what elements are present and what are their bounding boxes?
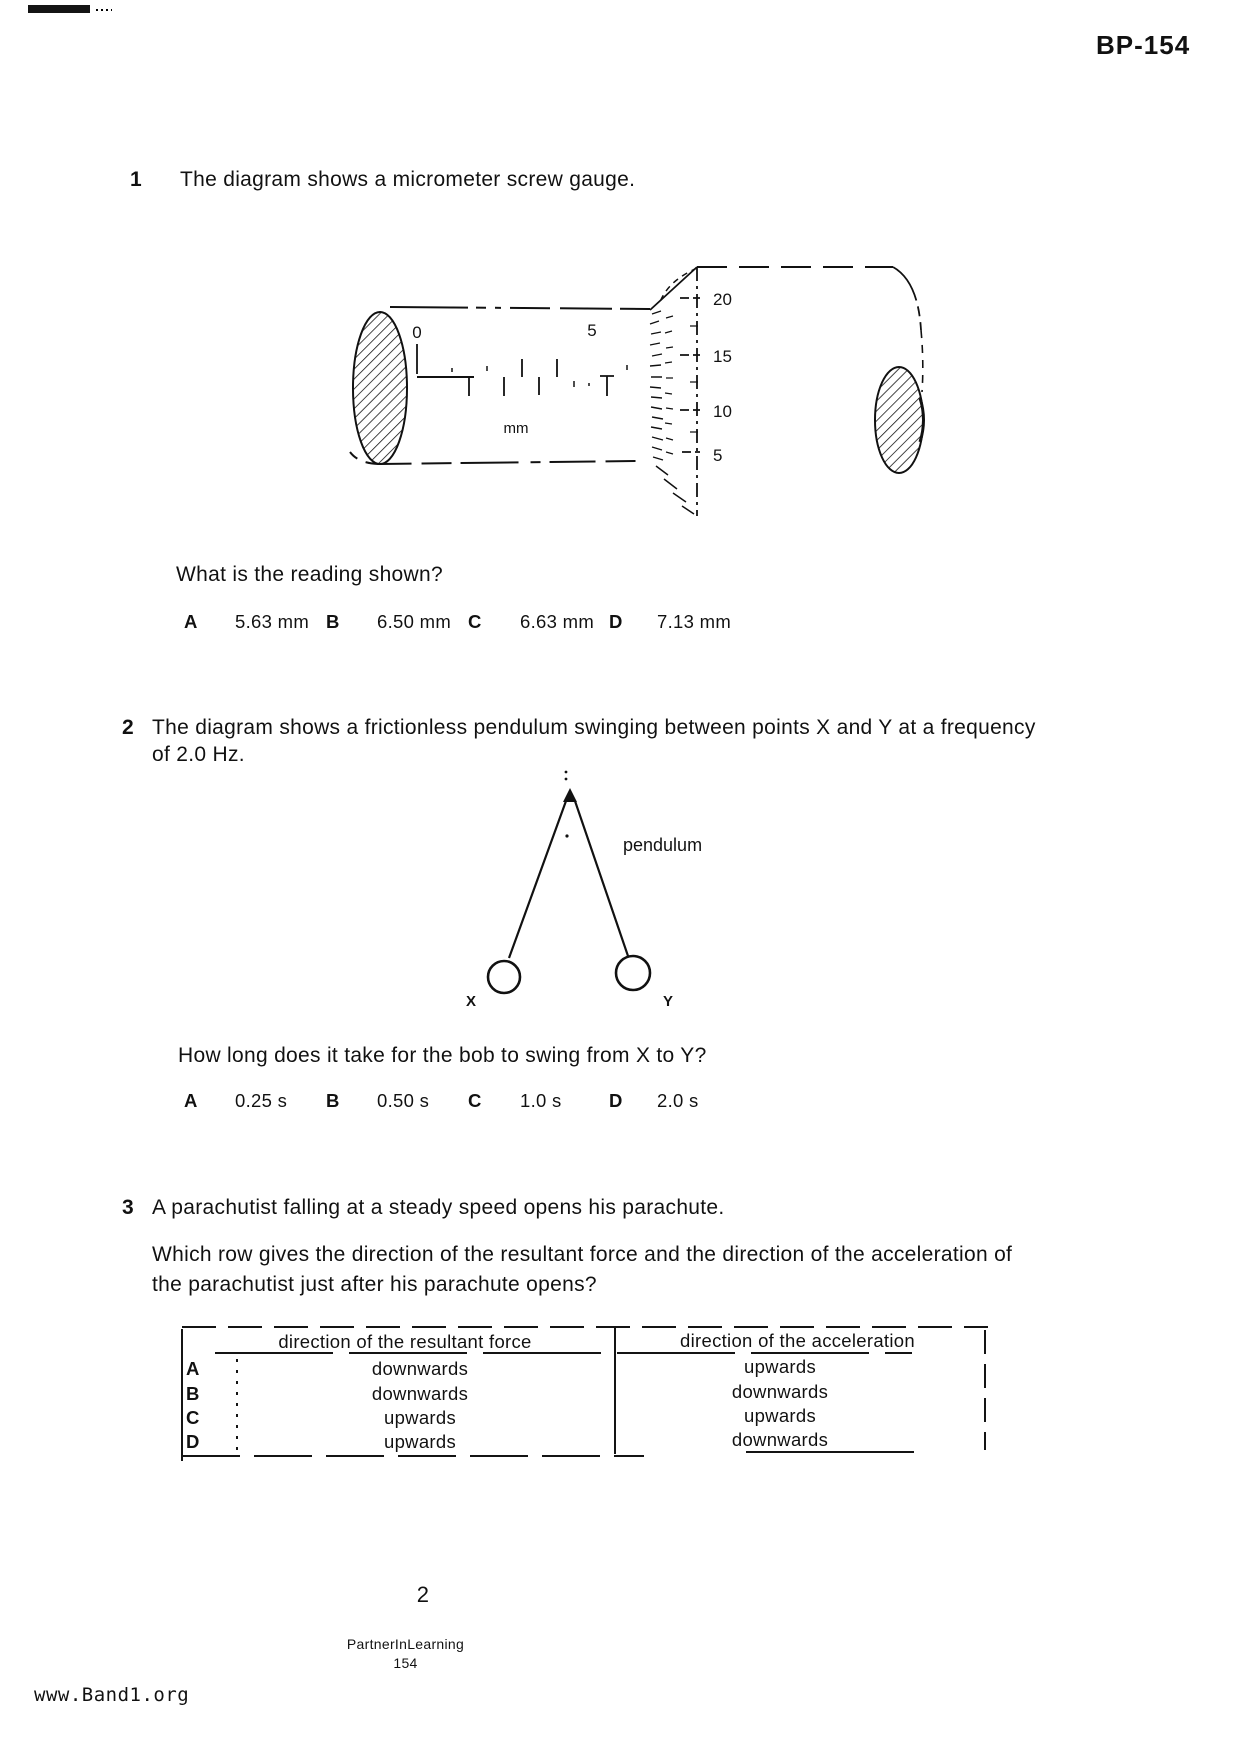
table-cell-accel-b: downwards: [731, 1381, 829, 1402]
q2-option-b-value: 0.50 s: [377, 1090, 430, 1111]
thimble-label-5: 5: [713, 446, 723, 465]
bob-label-x: X: [466, 993, 477, 1010]
thimble-label-20: 20: [713, 290, 732, 309]
table-divider: [614, 1327, 616, 1454]
thimble-end-hatched: [875, 367, 923, 473]
pendulum-diagram: [440, 755, 740, 1020]
table-border-right: [984, 1330, 986, 1450]
q1-option-c-letter: C: [468, 611, 482, 632]
table-cell-force-a: downwards: [371, 1358, 469, 1379]
table-border-top: [182, 1326, 988, 1328]
table-cell-force-c: upwards: [383, 1407, 457, 1428]
micrometer-diagram: [330, 225, 950, 525]
q2-option-a-letter: A: [184, 1090, 198, 1111]
table-row-label-d: D: [186, 1431, 200, 1452]
table-col2-header: direction of the acceleration: [680, 1330, 915, 1351]
table-cell-accel-a: upwards: [743, 1356, 817, 1377]
main-scale-unit-label: mm: [503, 420, 529, 437]
table-inner-dotted-line: [236, 1359, 238, 1453]
q2-option-d-value: 2.0 s: [657, 1090, 699, 1111]
pendulum-label: pendulum: [623, 835, 703, 855]
q1-option-b-letter: B: [326, 611, 340, 632]
pendulum-left-string: [509, 801, 566, 958]
q1-option-d-value: 7.13 mm: [657, 611, 732, 632]
table-row-label-c: C: [186, 1407, 200, 1428]
thimble-label-15: 15: [713, 347, 732, 366]
table-row-label-a: A: [186, 1358, 200, 1379]
q2-text-line1: The diagram shows a frictionless pendulum swinging between points X and Y at a frequency: [152, 716, 1036, 739]
pendulum-right-string: [575, 801, 628, 956]
q1-option-b-value: 6.50 mm: [377, 611, 452, 632]
q1-option-c-value: 6.63 mm: [520, 611, 595, 632]
table-border-bottom-right: [746, 1451, 914, 1453]
sleeve-end-hatched: [353, 312, 407, 464]
table-border-left: [181, 1329, 183, 1461]
q2-text-line2: of 2.0 Hz.: [152, 743, 245, 766]
pendulum-bob-y: [616, 956, 650, 990]
table-cell-force-d: upwards: [383, 1431, 457, 1452]
table-cell-force-b: downwards: [371, 1383, 469, 1404]
q1-option-a-letter: A: [184, 611, 198, 632]
q1-option-d-letter: D: [609, 611, 623, 632]
pendulum-pivot: [563, 788, 577, 802]
scan-artifact-bar: [28, 5, 90, 13]
table-cell-accel-d: downwards: [731, 1429, 829, 1450]
q3-prompt-line1: Which row gives the direction of the resultant force and the direction of the acceleration of: [152, 1243, 1013, 1266]
q2-prompt: How long does it take for the bob to swing from X to Y?: [178, 1044, 707, 1067]
footer-brand: PartnerInLearning: [346, 1636, 465, 1652]
footer-brand-number: 154: [393, 1655, 418, 1671]
table-border-bottom-left: [182, 1455, 644, 1457]
footer-page-number: 2: [416, 1582, 430, 1607]
q3-text: A parachutist falling at a steady speed opens his parachute.: [152, 1196, 725, 1219]
q3-number: 3: [122, 1196, 134, 1219]
table-cell-accel-c: upwards: [743, 1405, 817, 1426]
q3-prompt-line2: the parachutist just after his parachute opens?: [152, 1273, 597, 1296]
q2-option-c-value: 1.0 s: [520, 1090, 562, 1111]
table-header-underline: [215, 1352, 912, 1354]
q2-option-b-letter: B: [326, 1090, 340, 1111]
table-col1-header: direction of the resultant force: [278, 1331, 532, 1352]
q1-option-a-value: 5.63 mm: [235, 611, 310, 632]
q2-option-d-letter: D: [609, 1090, 623, 1111]
pendulum-bob-x: [488, 961, 520, 993]
main-scale-label-0: 0: [412, 323, 422, 342]
q1-prompt: What is the reading shown?: [176, 563, 443, 586]
table-row-label-b: B: [186, 1383, 200, 1404]
main-scale-label-5: 5: [587, 321, 597, 340]
q2-option-a-value: 0.25 s: [235, 1090, 288, 1111]
thimble-label-10: 10: [713, 402, 732, 421]
q1-number: 1: [130, 168, 142, 191]
scan-artifact-dots: [96, 9, 112, 11]
watermark-url: www.Band1.org: [34, 1684, 190, 1706]
q2-option-c-letter: C: [468, 1090, 482, 1111]
page-header-code: BP-154: [1096, 30, 1191, 60]
q2-number: 2: [122, 716, 134, 739]
bob-label-y: Y: [663, 993, 674, 1010]
q1-text: The diagram shows a micrometer screw gauge.: [180, 168, 636, 191]
